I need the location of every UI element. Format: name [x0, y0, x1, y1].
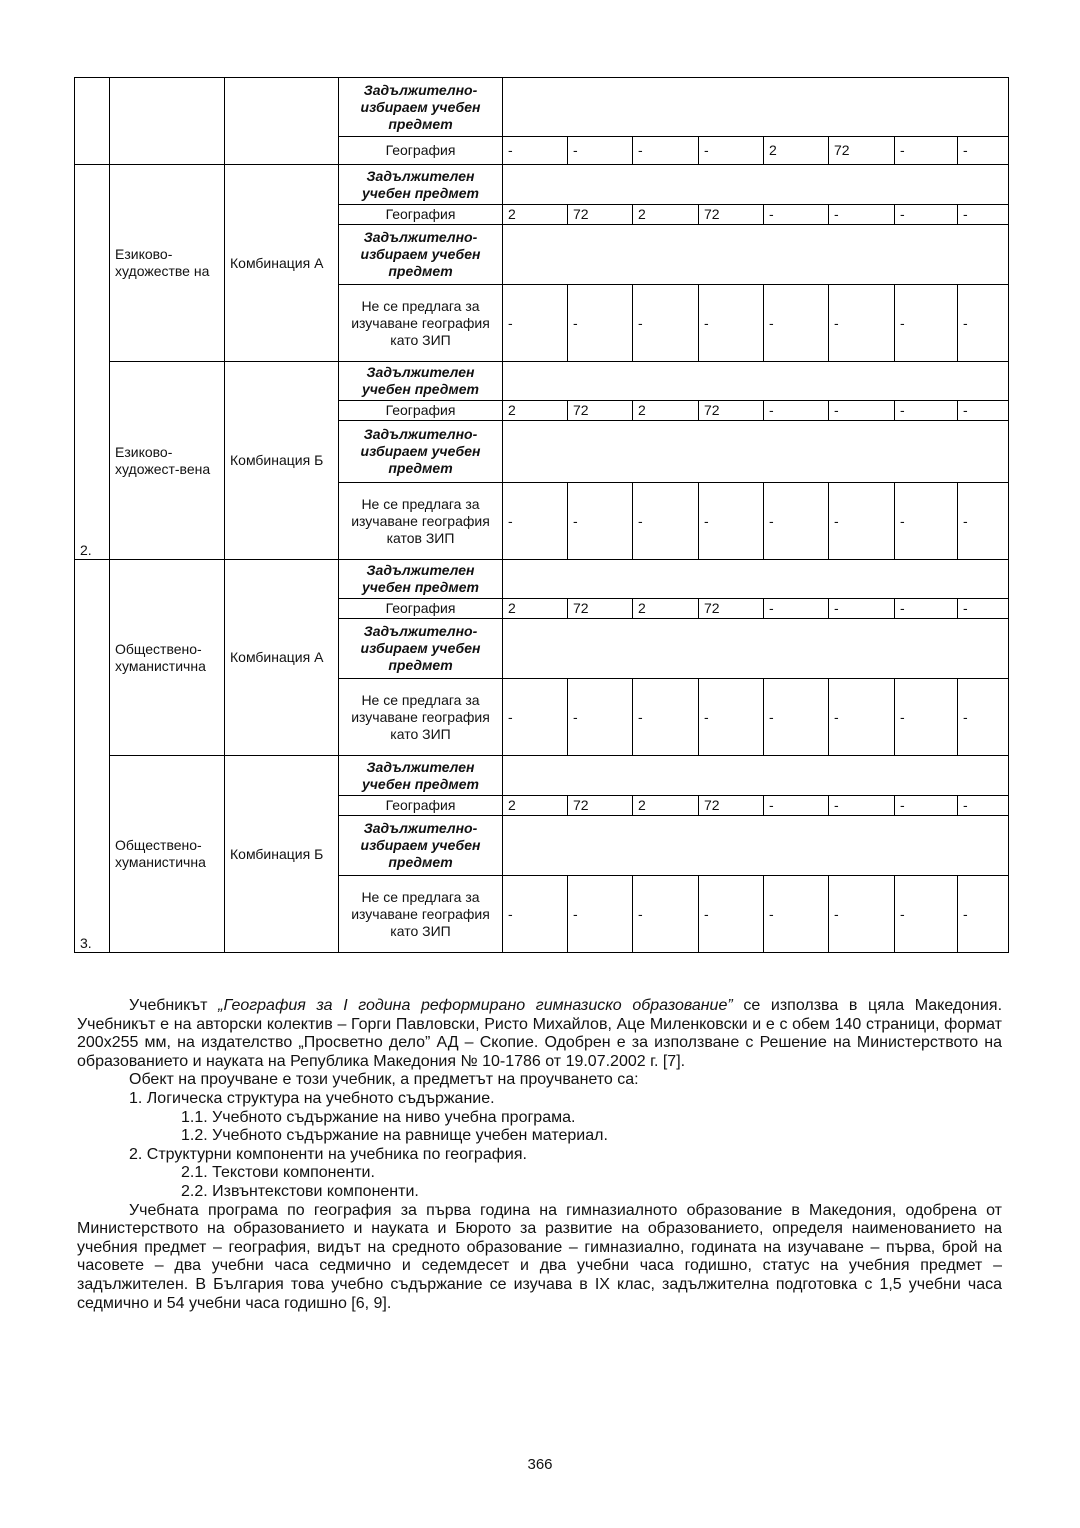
value-cell: 72 — [568, 796, 633, 816]
paragraph-object: Обект на проучване е този учебник, а предметът на проучването са: — [129, 1071, 639, 1089]
empty-span — [503, 816, 1009, 876]
value-cell: - — [568, 679, 633, 756]
value-cell: - — [699, 679, 764, 756]
curriculum-table — [74, 77, 1009, 953]
mandatory-header: Задължителен учебен предмет — [339, 165, 503, 205]
list-item: 1.1. Учебното съдържание на ниво учебна програма. — [181, 1108, 576, 1126]
value-cell: 72 — [568, 401, 633, 421]
value-cell: 72 — [699, 599, 764, 619]
value-cell: - — [829, 796, 895, 816]
value-cell: - — [895, 599, 958, 619]
value-cell: - — [895, 876, 958, 953]
value-cell: - — [503, 876, 568, 953]
paragraph-textbook-intro: Учебникът „География за I година реформирано гимназиско образование” се използва в цяла Македония. Учебникът е на авторски колектив – Горги Павловски, Ристо Михайлов, Аце Миленковски и е с обем 140 страници, формат 200х255 мм, на издателство „Просветно дело” АД – Скопие. Одобрен е за използване с Решение на Министерството на образованието и науката на Република Македония № 10-1786 от 19.07.2002 г. [7]. — [77, 997, 1003, 1070]
table-row — [75, 78, 1009, 137]
geography-label: География — [339, 137, 503, 165]
combination-cell: Комбинация Б — [225, 362, 339, 560]
not-offered-label: Не се предлага за изучаване география като ЗИП — [339, 285, 503, 362]
study-list — [77, 1090, 1002, 1202]
value-cell: - — [895, 137, 958, 165]
profile-cell: Езиково-художестве на — [110, 165, 225, 362]
value-cell: - — [958, 796, 1009, 816]
value-cell: - — [568, 137, 633, 165]
section-number: 2. — [75, 165, 110, 560]
value-cell: - — [764, 599, 829, 619]
mandatory-header: Задължителен учебен предмет — [339, 362, 503, 401]
value-cell: - — [568, 483, 633, 560]
empty-span — [503, 421, 1009, 483]
table-row — [75, 165, 1009, 205]
list-item: 1.2. Учебното съдържание на равнище учебен материал. — [181, 1127, 608, 1145]
combination-cell: Комбинация Б — [225, 756, 339, 953]
value-cell: - — [958, 205, 1009, 225]
value-cell: - — [699, 285, 764, 362]
profile-cell: Обществено-хуманистична — [110, 560, 225, 756]
value-cell: - — [764, 483, 829, 560]
value-cell: - — [568, 876, 633, 953]
value-cell: 2 — [633, 796, 699, 816]
table-row — [75, 362, 1009, 401]
value-cell: - — [829, 483, 895, 560]
value-cell: - — [895, 285, 958, 362]
table-row — [75, 756, 1009, 796]
empty-span — [503, 756, 1009, 796]
value-cell: 2 — [633, 205, 699, 225]
value-cell: - — [829, 599, 895, 619]
not-offered-label: Не се предлага за изучаване география като ЗИП — [339, 679, 503, 756]
textbook-title: „География за I година реформирано гимназиско образование” — [218, 997, 733, 1014]
mandatory-header: Задължителен учебен предмет — [339, 560, 503, 599]
value-cell: - — [633, 137, 699, 165]
value-cell: - — [958, 876, 1009, 953]
value-cell: - — [764, 205, 829, 225]
value-cell: - — [699, 483, 764, 560]
value-cell: - — [633, 876, 699, 953]
empty-span — [503, 619, 1009, 679]
value-cell: 72 — [699, 796, 764, 816]
page-number: 366 — [527, 1456, 553, 1473]
value-cell: - — [699, 876, 764, 953]
value-cell: - — [829, 285, 895, 362]
value-cell: 2 — [633, 599, 699, 619]
combination-cell: Комбинация А — [225, 165, 339, 362]
list-item: 1. Логическа структура на учебното съдържание. — [129, 1089, 495, 1107]
not-offered-label: Не се предлага за изучаване география като ЗИП — [339, 876, 503, 953]
empty-span — [503, 225, 1009, 285]
value-cell: - — [568, 285, 633, 362]
value-cell: - — [633, 285, 699, 362]
value-cell: 2 — [764, 137, 829, 165]
value-cell: - — [958, 285, 1009, 362]
value-cell: - — [829, 401, 895, 421]
value-cell: - — [503, 679, 568, 756]
value-cell: 2 — [503, 205, 568, 225]
elective-header: Задължително-избираем учебен предмет — [339, 225, 503, 285]
profile-cell: Езиково-художест-вена — [110, 362, 225, 560]
empty-span — [503, 78, 1009, 137]
empty-span — [503, 165, 1009, 205]
value-cell: 2 — [503, 401, 568, 421]
value-cell: - — [764, 796, 829, 816]
body-text — [77, 997, 1002, 1313]
section-number: 3. — [75, 560, 110, 953]
number-cell — [75, 78, 110, 165]
list-item: 2.2. Извънтекстови компоненти. — [181, 1182, 419, 1200]
list-item: 2. Структурни компоненти на учебника по география. — [129, 1145, 527, 1163]
geography-label: География — [339, 401, 503, 421]
value-cell: - — [829, 205, 895, 225]
value-cell: - — [958, 483, 1009, 560]
value-cell: - — [503, 285, 568, 362]
value-cell: - — [633, 483, 699, 560]
value-cell: - — [829, 679, 895, 756]
table-row — [75, 560, 1009, 599]
value-cell: 72 — [568, 205, 633, 225]
value-cell: 72 — [829, 137, 895, 165]
value-cell: - — [958, 401, 1009, 421]
value-cell: - — [764, 401, 829, 421]
value-cell: - — [958, 679, 1009, 756]
geography-label: География — [339, 599, 503, 619]
value-cell: 2 — [503, 796, 568, 816]
value-cell: - — [958, 599, 1009, 619]
empty-span — [503, 362, 1009, 401]
profile-cell: Обществено-хуманистична — [110, 756, 225, 953]
elective-header: Задължително-избираем учебен предмет — [339, 78, 503, 137]
value-cell: - — [895, 401, 958, 421]
value-cell: - — [829, 876, 895, 953]
geography-label: География — [339, 205, 503, 225]
elective-header: Задължително-избираем учебен предмет — [339, 421, 503, 483]
value-cell: - — [764, 285, 829, 362]
value-cell: 72 — [568, 599, 633, 619]
value-cell: - — [633, 679, 699, 756]
elective-header: Задължително-избираем учебен предмет — [339, 619, 503, 679]
not-offered-label: Не се предлага за изучаване география катов ЗИП — [339, 483, 503, 560]
value-cell: - — [764, 679, 829, 756]
value-cell: - — [503, 137, 568, 165]
value-cell: - — [895, 679, 958, 756]
elective-header: Задължително-избираем учебен предмет — [339, 816, 503, 876]
value-cell: - — [699, 137, 764, 165]
mandatory-header: Задължителен учебен предмет — [339, 756, 503, 796]
value-cell: 2 — [503, 599, 568, 619]
combination-cell: Комбинация А — [225, 560, 339, 756]
value-cell: - — [895, 205, 958, 225]
value-cell: 2 — [633, 401, 699, 421]
empty-span — [503, 560, 1009, 599]
value-cell: - — [895, 796, 958, 816]
value-cell: - — [958, 137, 1009, 165]
value-cell: 72 — [699, 205, 764, 225]
value-cell: - — [764, 876, 829, 953]
value-cell: - — [503, 483, 568, 560]
value-cell: - — [895, 483, 958, 560]
list-item: 2.1. Текстови компоненти. — [181, 1164, 375, 1182]
combination-cell — [225, 78, 339, 165]
profile-cell — [110, 78, 225, 165]
value-cell: 72 — [699, 401, 764, 421]
geography-label: География — [339, 796, 503, 816]
paragraph-program: Учебната програма по география за първа година на гимназиалното образование в Македония, одобрена от Министерството на образованието и науката и Бюрото за развитие на образованието, определя наименованието на учебния предмет – география, видът на средното образование – гимназиално, годината на изучаване – първа, брой на часовете – два учебни часа седмично и седемдесет и два учебни часа годишно, статус на учебния предмет – задължителен. В България това учебно съдържание се изучава в IX клас, задължителна подготовка с 1,5 учебни часа седмично и 54 учебни часа годишно [6, 9]. — [77, 1201, 1002, 1312]
